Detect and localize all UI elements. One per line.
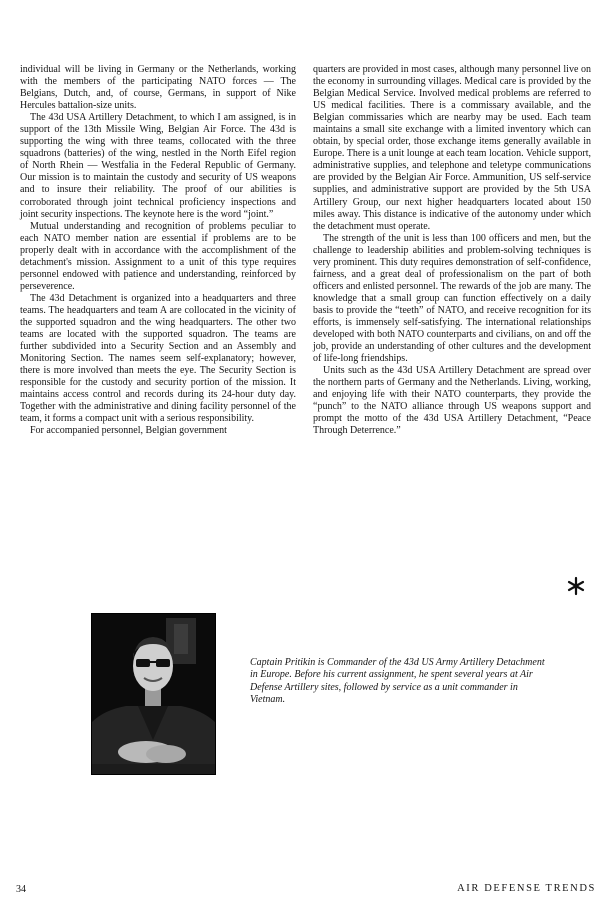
paragraph: quarters are provided in most cases, although many personnel live on the economy in surrounding villages. Medical care is provided by the Belgian Medical Service. Involved medical problems are referred to US medical facilities. There is a commissary available, and the Belgian commissaries which are nearby may be used. Each team maintains a small site exchange with a limited inventory which can obtain, by special order, those exchange items generally available in Europe. There is a unit lounge at each team location. Vehicle support, administrative supplies, and telephone and teletype communications are provided by the Belgian Air Force. Ammunition, US self-service supplies, and administrative support are provided by the 5th USA Artillery Group, our next higher headquarters located about 150 miles away. This distance is indicative of the autonomy under which the detachment must operate. bbox=[313, 64, 591, 232]
portrait-photo bbox=[92, 614, 215, 774]
author-photo bbox=[91, 613, 216, 775]
journal-name: AIR DEFENSE TRENDS bbox=[457, 883, 596, 894]
paragraph: Mutual understanding and recognition of problems peculiar to each NATO member nation are essential if problems are to be properly dealt with in accordance with the accomplishment of the detachment's mission. Assignment to a unit of this type requires personnel endowed with patience and understanding, reinforced by perseverence. bbox=[20, 220, 296, 292]
paragraph: Units such as the 43d USA Artillery Detachment are spread over the northern parts of Germany and the Netherlands. Living, working, and enjoying life with their NATO counterparts, they provide the “punch” to the NATO alliance through US weapons support and prompt the motto of the 43d USA Artillery Detachment, “Peace Through Deterrence.” bbox=[313, 365, 591, 437]
paragraph: individual will be living in Germany or the Netherlands, working with the members of the participating NATO forces — The Belgians, Dutch, and, of course, Germans, in support of Nike Hercules battalion-size units. bbox=[20, 64, 296, 112]
paragraph: For accompanied personnel, Belgian government bbox=[30, 425, 227, 437]
missile-burst-icon bbox=[565, 575, 587, 597]
author-caption: Captain Pritikin is Commander of the 43d US Army Artillery Detachment in Europe. Before his current assignment, he spent several years at Air Defense Artillery sites, followed by service as a unit commander in Vietnam. bbox=[250, 657, 545, 705]
page-number: 34 bbox=[16, 884, 26, 895]
paragraph: The strength of the unit is less than 100 officers and men, but the challenge to leadership abilities and problem-solving techniques is very prominent. This duty requires demonstration of self-confidence, fairness, and a great deal of professionalism on the part of both officers and enlisted personnel. The rewards of the job are many. The knowledge that a small group can function effectively on a daily basis to provide the “teeth” of NATO, and receive recognition for its efforts, is immensely self-satisfying. The international relationships developed with both NATO counterparts and civilians, on and off the job, provide an understanding of other cultures and the development of life-long friendships. bbox=[313, 232, 591, 365]
left-column bbox=[20, 64, 296, 437]
right-column bbox=[313, 64, 591, 437]
paragraph: The 43d USA Artillery Detachment, to which I am assigned, is in support of the 13th Missile Wing, Belgian Air Force. The 43d is supporting the wing with three teams, collocated with the three squadrons (batteries) of the wing, nestled in the North Eifel region of North Rhein — Westfalia in the Federal Republic of Germany. Our mission is to maintain the custody and security of US weapons and to insure their reliability. The proof of our abilities is corroborated through joint technical proficiency inspections and joint security inspections. The keynote here is the word “joint.” bbox=[20, 112, 296, 220]
paragraph: The 43d Detachment is organized into a headquarters and three teams. The headquarters and team A are collocated in the vicinity of the supported squadron and the wing headquarters. The other two teams are located with the supported squadron. The teams are further subdivided into a Security Section and an Assembly and Monitoring Section. The names seem self-explanatory; however, there is more involved than meets the eye. The Security Section is responsible for the custody and security portion of the mission. It maintains access control and records during its 24-hour duty day. Together with the administrative and dining facility personnel of the team, it forms a compact unit with a serious responsibility. bbox=[20, 292, 296, 425]
